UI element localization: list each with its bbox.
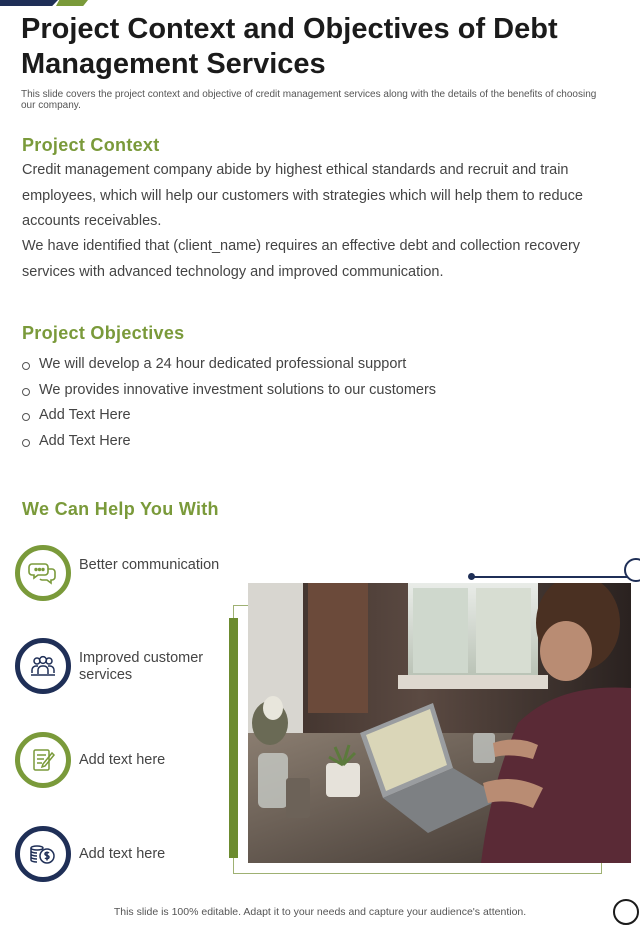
help-item-add-text-1 [15,732,245,788]
coins-icon [15,826,71,882]
project-context-paragraph-1: Credit management company abide by highest ethical standards and recruit and train employees, which will help our customers with strategies which will help them to reduce accounts receivables. [22,162,583,229]
objective-item: We provides innovative investment solutions to our customers [22,378,602,404]
decorative-circle [624,558,640,582]
bullet-icon [22,413,30,421]
help-item-label: Add text here [79,752,166,768]
top-accent-green [56,0,88,6]
objectives-list [22,352,602,454]
bullet-icon [22,439,30,447]
project-objectives-heading: Project Objectives [22,323,185,343]
page-subtitle: This slide covers the project context and objective of credit management services along with the details of the benefits of choosing our company. [21,89,597,111]
objective-item: Add Text Here [22,403,602,429]
help-item-add-text-2 [15,826,245,882]
objective-item: Add Text Here [22,429,602,455]
bullet-icon [22,362,30,370]
chat-bubbles-icon [15,545,71,601]
project-context-heading: Project Context [22,135,160,155]
person-laptop-photo [248,583,631,863]
help-item-label: Better communication [79,557,220,573]
top-accent-bar [0,0,100,6]
objective-item: We will develop a 24 hour dedicated professional support [22,352,602,378]
help-item-customer-services [15,638,245,694]
footer-note: This slide is 100% editable. Adapt it to your needs and capture your audience's attention. [113,906,527,918]
project-context-paragraph-2: We have identified that (client_name) requires an effective debt and collection recovery services with advanced technology and improved communication. [22,238,581,280]
document-pen-icon [15,732,71,788]
help-item-label: Improved customer services [79,650,204,683]
bullet-icon [22,388,30,396]
green-accent-bar [229,618,238,858]
help-heading: We Can Help You With [22,499,219,519]
team-icon [15,638,71,694]
top-accent-navy [0,0,58,6]
connector-dot [468,573,475,580]
page-title: Project Context and Objectives of Debt Management Services [21,13,558,80]
green-accent-dot [230,851,237,858]
help-item-label: Add text here [79,846,166,862]
help-item-communication [15,545,245,601]
connector-line [472,576,627,578]
